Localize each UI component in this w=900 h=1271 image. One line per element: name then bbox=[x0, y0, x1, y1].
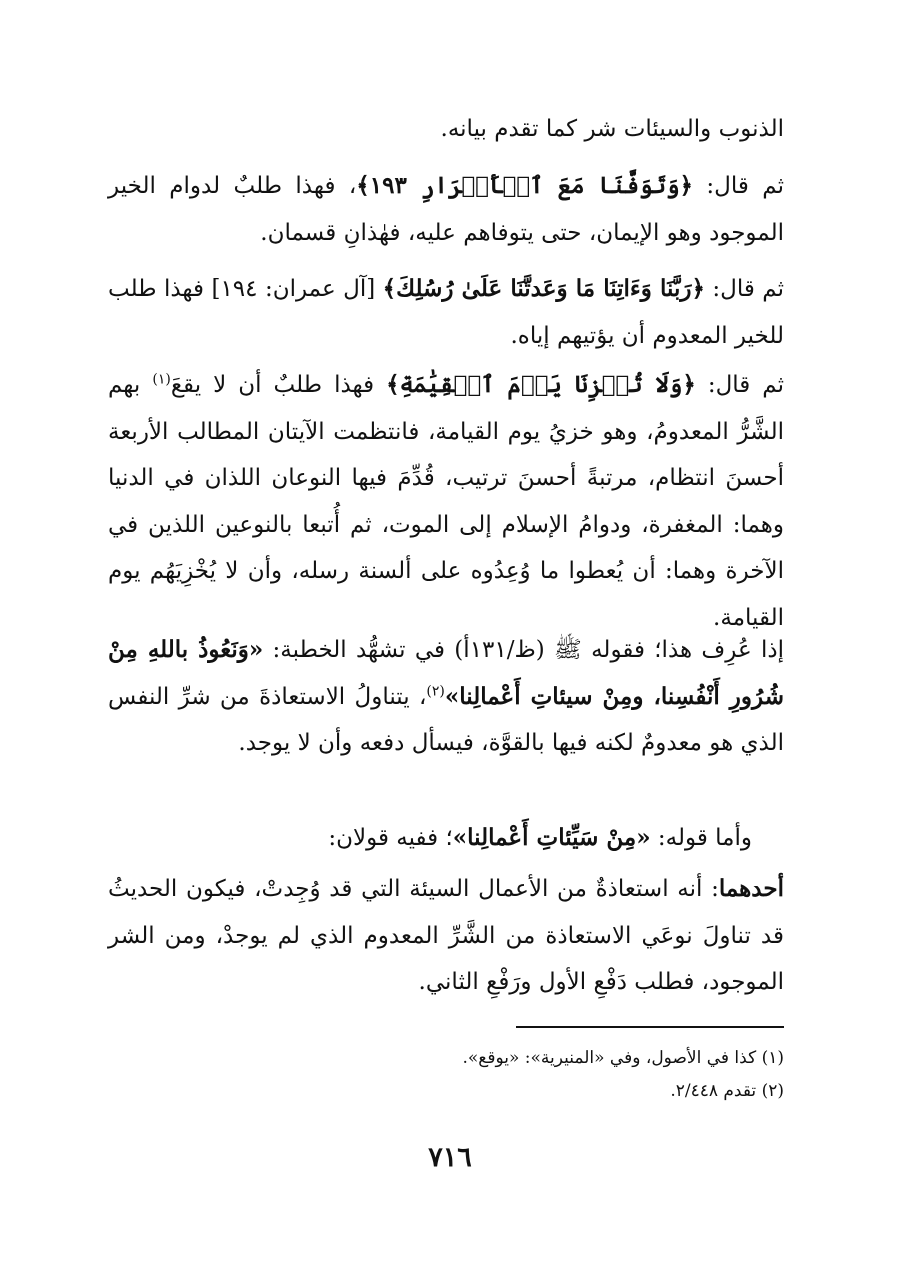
paragraph-7 bbox=[108, 866, 784, 1006]
paragraph-6-after: ؛ ففيه قولان: bbox=[328, 825, 453, 851]
paragraph-4 bbox=[108, 362, 784, 641]
paragraph-3-after: [آل عمران: ١٩٤] فهذا طلب للخير المعدوم أن يؤتيهم إياه. bbox=[108, 276, 784, 349]
paragraph-5-after: ، يتناولُ الاستعاذةَ من شرِّ النفس الذي هو معدومٌ لكنه فيها بالقوَّة، فيسأل دفعه وأن لا يوجد. bbox=[108, 683, 784, 756]
quran-verse-3: ﴿وَلَا تُخۡزِنَا يَوۡمَ ٱلۡقِيَٰمَةِ﴾ bbox=[386, 371, 696, 398]
quran-verse-1: ﴿وَتَوَفَّنَا مَعَ ٱلۡأَبۡرَارِ ١٩٣﴾ bbox=[356, 172, 694, 199]
main-text bbox=[108, 106, 784, 153]
main-text-7 bbox=[108, 866, 784, 1006]
footnote-1-number: (١) bbox=[761, 1048, 784, 1068]
main-text-3 bbox=[108, 266, 784, 359]
paragraph-5-before: إذا عُرِف هذا؛ فقوله ﷺ (ظ/١٣١أ) في تشهُّد الخطبة: bbox=[263, 637, 785, 663]
paragraph-6 bbox=[108, 815, 784, 862]
paragraph-2-after: ، فهذا طلبٌ لدوام الخير الموجود وهو الإيمان، حتى يتوفاهم عليه، فهٰذانِ قسمان. bbox=[108, 173, 784, 246]
footnotes bbox=[108, 1042, 784, 1108]
paragraph-2-before: ثم قال: bbox=[693, 173, 785, 199]
hadith-quote-2: «مِنْ سَيِّئاتِ أَعْمالِنا» bbox=[452, 824, 651, 851]
footnote-1-text: كذا في الأصول، وفي «المنيرية»: «يوقع». bbox=[462, 1048, 757, 1068]
main-text-5 bbox=[108, 627, 784, 767]
footnote-1 bbox=[108, 1042, 784, 1075]
footnote-ref-2[interactable]: (٢) bbox=[426, 682, 445, 699]
paragraph-3 bbox=[108, 266, 784, 359]
paragraph-1: الذنوب والسيئات شر كما تقدم بيانه. bbox=[440, 116, 784, 142]
main-text-2 bbox=[108, 163, 784, 256]
footnote-2-number: (٢) bbox=[761, 1081, 784, 1101]
footnote-ref-1[interactable]: (١) bbox=[152, 371, 171, 388]
paragraph-2 bbox=[108, 163, 784, 256]
paragraph-5 bbox=[108, 627, 784, 767]
footnote-2 bbox=[108, 1075, 784, 1108]
main-text-6 bbox=[108, 815, 784, 862]
main-text-4 bbox=[108, 362, 784, 641]
paragraph-7-after: : أنه استعاذةٌ من الأعمال السيئة التي قد وُجِدتْ، فيكون الحديثُ قد تناولَ نوعَي الاستعاذة من الشَّرِّ المعدوم الذي لم يوجدْ، ومن الشر الموجود، فطلب دَفْعِ الأول ورَفْعِ الثاني. bbox=[108, 876, 784, 995]
footnote-2-text: تقدم ٢/٤٤٨. bbox=[670, 1081, 757, 1101]
paragraph-7-lead: أحدهما bbox=[718, 875, 784, 902]
paragraph-6-before: وأما قوله: bbox=[650, 825, 752, 851]
paragraph-4-after: بهم الشَّرُّ المعدومُ، وهو خزيُ يوم القيامة، فانتظمت الآيتان المطالب الأربعة أحسنَ انتظام، مرتبةً أحسنَ ترتيب، قُدِّمَ فيها النوعان اللذان في الدنيا وهما: المغفرة، ودوامُ الإسلام إلى الموت، ثم أُتبعا بالنوعين اللذين في الآخرة وهما: أن يُعطوا ما وُعِدُوه على ألسنة رسله، وأن لا يُخْزِيَهُم يوم القيامة. bbox=[108, 372, 784, 631]
paragraph-4-before: ثم قال: bbox=[695, 372, 785, 398]
hadith-quote-1: «وَنَعُوذُ باللهِ مِنْ شُرُورِ أَنْفُسِنا، ومِنْ سيئاتِ أَعْمالِنا» bbox=[108, 636, 784, 710]
quran-verse-2: ﴿رَبَّنَا وَءَاتِنَا مَا وَعَدتَّنَا عَلَىٰ رُسُلِكَ﴾ bbox=[382, 275, 705, 302]
paragraph-4-mid: فهذا طلبٌ أن لا يقعَ bbox=[170, 372, 387, 398]
footnote-divider bbox=[516, 1026, 784, 1028]
paragraph-3-before: ثم قال: bbox=[704, 276, 785, 302]
page-number: ٧١٦ bbox=[428, 1142, 472, 1173]
